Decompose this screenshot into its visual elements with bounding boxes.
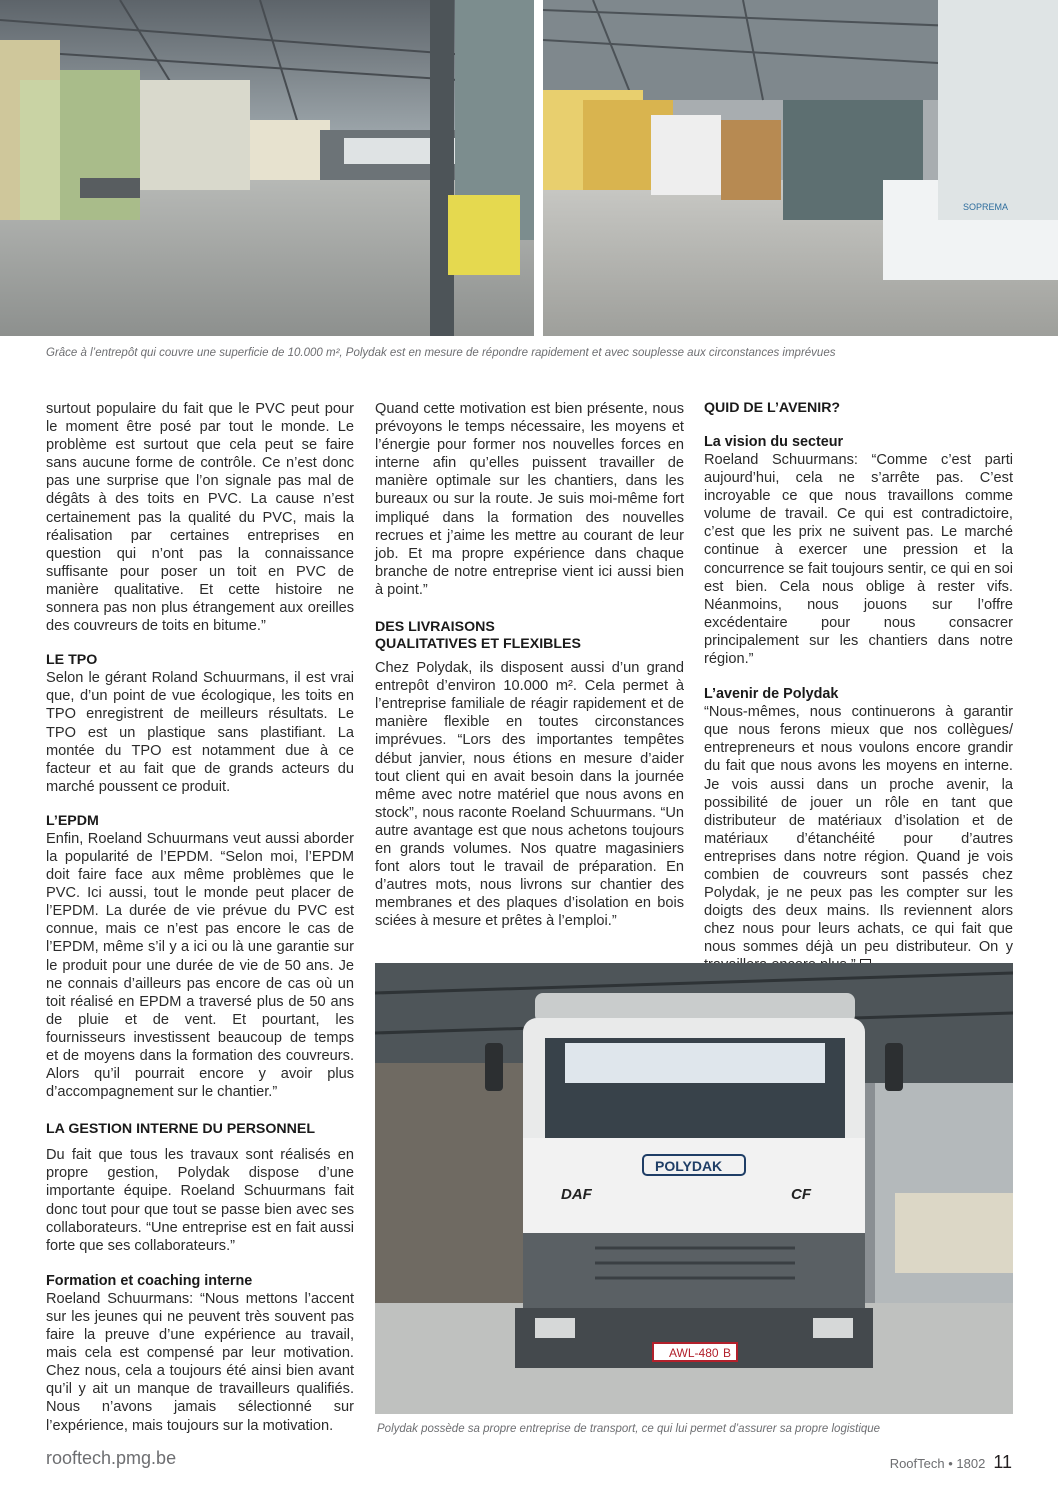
heading-livraisons-line2: QUALITATIVES ET FLEXIBLES — [375, 636, 581, 653]
col2-paragraph-intro: Quand cette motivation est bien présente, nous prévoyons le temps nécessaire, les moyens et l’énergie pour former nos nouvelles forces en interne afin qu’elles puissent travailler de manière optimale sur les chantiers, dans les bureaux ou sur la route. Je suis moi-même fort impliqué dans la formation des nouvelles recrues et j’aime les mettre au courant de leur job. Et ma propre expérience dans chaque branche de notre entreprise vient ici aussi bien à point.” — [375, 401, 684, 598]
page-number: 11 — [993, 1452, 1012, 1472]
footer-magazine-name: RoofTech • 1802 — [889, 1456, 986, 1471]
warehouse-photo-right — [543, 0, 1058, 336]
col1-paragraph-epdm: Enfin, Roeland Schuurmans veut aussi aborder la popularité de l’EPDM. “Selon moi, l’EPDM doit faire face aux même problèmes que le PVC. Ici aussi, tout le monde peut placer de l’EPDM. La durée de vie prévue du PVC est connue, mais ce n’est pas encore le cas de l’EPDM, même s’il y a ici ou là une garantie sur le produit pour une durée de vie de 50 ans. Je ne connais d’ailleurs pas encore de cas où un toit réalisé en EPDM a traversé plus de 50 ans de pluie et de vent. Et pourtant, les fournisseurs investissent beaucoup de temps et de moyens dans la formation des couvreurs. Alors qu’il pourrait encore y avoir plus d’accompagnement sur le chantier.” — [46, 830, 354, 1101]
col1-paragraph-gestion: Du fait que tous les travaux sont réalisés en propre gestion, Polydak dispose d’une importante équipe. Roeland Schuurmans fait donc tout pour que tout se passe bien avec ses collaborateurs. “Une entreprise est en fait aussi forte que ses collaborateurs.” — [46, 1147, 354, 1254]
heading-vision-secteur: La vision du secteur — [704, 434, 844, 450]
truck-photo — [375, 963, 1013, 1414]
column-2 — [375, 400, 684, 930]
truck-model-text: CF — [791, 1186, 811, 1203]
heading-gestion-personnel: LA GESTION INTERNE DU PERSONNEL — [46, 1121, 316, 1138]
heading-epdm: L’EPDM — [46, 812, 99, 829]
col1-paragraph-tpo: Selon le gérant Roland Schuurmans, il est vrai que, d’un point de vue écologique, les toits en TPO enregistrent de meilleurs résultats. Le TPO est un plastique sans plastifiant. La montée du TPO est notamment due à ce facteur et au fait que de grands acteurs du marché poussent ce produit. — [46, 670, 354, 795]
truck-plate-text: AWL-480 — [669, 1346, 719, 1360]
truck-photo-caption: Polydak possède sa propre entreprise de transport, ce qui lui permet d’assurer sa propre logistique — [377, 1423, 881, 1435]
avenir-text: “Nous-mêmes, nous continuerons à garantir que nous ferons mieux que nos collègues/ entrepreneurs et nous voulons encore grandir du fait que nous avons les moyens en interne. Je vois aussi dans un proche avenir, la possibilité de jouer un rôle en tant que distributeur de matériaux d’isolation et de matériaux d’étanchéité pour d’autres entreprises dans notre région. Quand je vois combien de couvreurs sont passés chez Polydak, je ne peux pas les compter sur les doigts des deux mains. Ils reviennent alors chez nous pour leurs achats, ce qui fait que nous sommes déjà un peu distributeur. On y — [704, 704, 1013, 956]
col1-paragraph-formation: Roeland Schuurmans: “Nous mettons l’accent sur les jeunes qui ne peuvent très souvent pas faire la preuve d’une expérience au travail, mais cela est compensé par leur motivation. Chez nous, cela a toujours été ainsi bien avant qu’il y ait un manque de travailleurs qualifiés. Nous n’avons jamais sélectionné sur l’expérience, mais toujours sur la motivation. — [46, 1290, 354, 1434]
heading-livraisons-line1: DES LIVRAISONS — [375, 619, 495, 636]
footer-magazine — [890, 1452, 1012, 1473]
truck-plate-country: B — [723, 1346, 732, 1360]
column-1 — [46, 400, 354, 1435]
col3-paragraph-avenir — [704, 703, 1013, 974]
heading-tpo: LE TPO — [46, 652, 98, 669]
warehouse-photo-left — [0, 0, 534, 336]
heading-quid-avenir: QUID DE L’AVENIR? — [704, 400, 841, 416]
top-photo-caption: Grâce à l’entrepôt qui couvre une superficie de 10.000 m², Polydak est en mesure de répondre rapidement et avec souplesse aux circonstances imprévues — [46, 347, 836, 359]
truck-logo-text: POLYDAK — [655, 1158, 723, 1174]
col3-paragraph-vision: Roeland Schuurmans: “Comme c’est parti aujourd’hui, cela ne s’arrête pas. C’est incroyable ce que nous travaillons comme volume de travail. Ce qui est contradictoire, c’est que les prix ne suivent pas. Le marché continue à exercer une pression et la concurrence se fait toujours sentir, ce qui en soi est bien. Cela nous oblige à rester vifs. Néanmoins, nous jouons sur l’offre excédentaire pour nous consacrer principalement sur les chantiers dans notre région.” — [704, 452, 1013, 668]
truck-brand-text: DAF — [561, 1186, 592, 1203]
heading-formation: Formation et coaching interne — [46, 1272, 253, 1289]
footer-url[interactable]: rooftech.pmg.be — [46, 1448, 177, 1468]
soprema-label: SOPREMA — [963, 202, 1009, 212]
col2-paragraph-livraisons: Chez Polydak, ils disposent aussi d’un grand entrepôt d’environ 10.000 m². Cela permet à l’entreprise familiale de réagir rapidement et de manière flexible en toutes circonstances imprévues. “Lors des importantes tempêtes début janvier, nous étions en mesure d’aider tout client qui en avait besoin dans la journée même avec notre matériel que nous avons en stock”, nous raconte Roeland Schuurmans. “Un autre avantage est que nous achetons toujours en grands volumes. Nos quatre magasiniers font alors tout le travail de préparation. En d’autres mots, nous livrons sur chantier des membranes et des plaques d’isolation en bois sciées à mesure et prêtes à l’emploi.” — [375, 660, 684, 930]
heading-avenir-polydak: L’avenir de Polydak — [704, 686, 839, 703]
col1-paragraph-intro: surtout populaire du fait que le PVC peut pour le moment être posé par tout le monde. Le problème est surtout que cela peut se faire sans aucune forme de contrôle. Ce n’est donc pas une surprise que l’on signale pas mal de dégâts à des toits en PVC. La cause n’est certainement pas la qualité du PVC, mais la réalisation par certaines entreprises en question qui n’ont pas la connaissance suffisante pour poser un toit en PVC de manière qualitative. Et cette histoire ne sonnera pas non plus étrangement aux oreilles des couvreurs de toits en bitume.” — [46, 401, 354, 635]
column-3 — [704, 400, 1013, 975]
